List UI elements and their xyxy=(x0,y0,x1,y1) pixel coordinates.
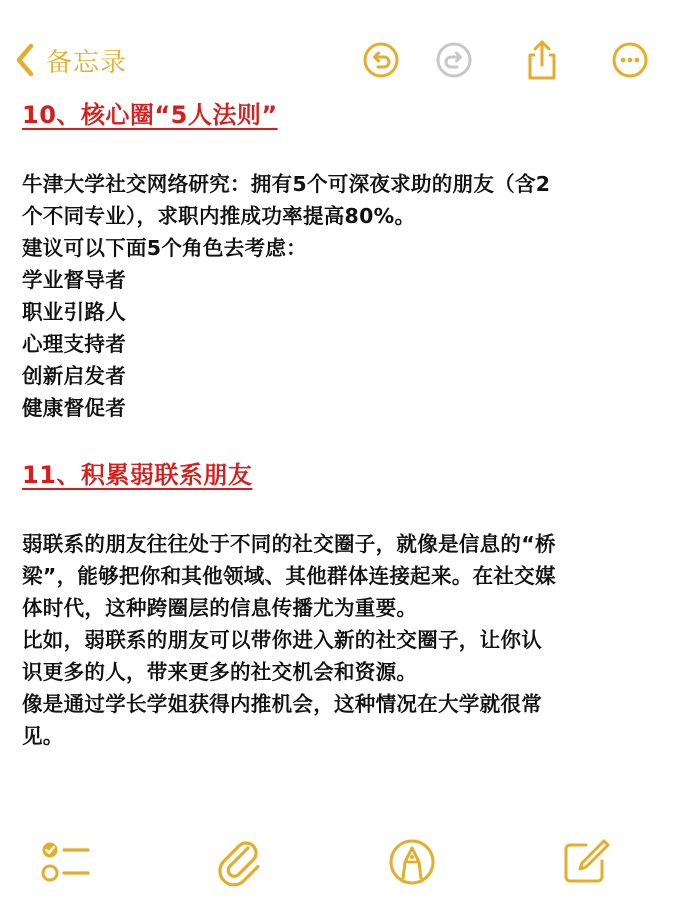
paragraph-line: 建议可以下面5个角色去考虑： xyxy=(22,236,307,260)
paperclip-icon xyxy=(214,836,266,888)
navigation-bar xyxy=(0,0,680,100)
redo-button[interactable] xyxy=(432,38,476,82)
paragraph-line: 比如，弱联系的朋友可以带你进入新的社交圈子，让你认 xyxy=(22,628,542,652)
undo-button[interactable] xyxy=(359,38,403,82)
role-item: 健康督促者 xyxy=(22,396,126,420)
bottom-toolbar xyxy=(0,826,680,896)
redo-icon xyxy=(434,40,474,80)
paragraph-line: 个不同专业），求职内推成功率提高80%。 xyxy=(22,204,416,228)
paragraph-line: 梁”，能够把你和其他领域、其他群体连接起来。在社交媒 xyxy=(22,564,556,588)
compose-icon xyxy=(560,836,612,888)
section-heading-11: 11、积累弱联系朋友 xyxy=(22,461,253,489)
section-heading-10: 10、核心圈“5人法则” xyxy=(22,101,278,129)
paragraph-line: 牛津大学社交网络研究：拥有5个可深夜求助的朋友（含2 xyxy=(22,172,551,196)
paragraph-line: 体时代，这种跨圈层的信息传播尤为重要。 xyxy=(22,596,418,620)
share-icon xyxy=(522,38,562,82)
paragraph-line: 像是通过学长学姐获得内推机会，这种情况在大学就很常 xyxy=(22,692,542,716)
paragraph-line: 见。 xyxy=(22,724,64,748)
back-button-label: 备忘录 xyxy=(46,47,128,78)
chevron-left-icon xyxy=(14,42,36,78)
back-button[interactable] xyxy=(14,38,127,82)
checklist-button[interactable] xyxy=(38,834,94,890)
undo-icon xyxy=(361,40,401,80)
paragraph-line: 识更多的人，带来更多的社交机会和资源。 xyxy=(22,660,418,684)
more-icon xyxy=(610,40,650,80)
note-body[interactable] xyxy=(22,96,662,752)
attachment-button[interactable] xyxy=(212,834,268,890)
pen-markup-icon xyxy=(386,836,438,888)
role-item: 学业督导者 xyxy=(22,268,126,292)
checklist-icon xyxy=(40,838,92,886)
role-item: 职业引路人 xyxy=(22,300,126,324)
role-item: 心理支持者 xyxy=(22,332,126,356)
compose-button[interactable] xyxy=(558,834,614,890)
markup-button[interactable] xyxy=(384,834,440,890)
paragraph-line: 弱联系的朋友往往处于不同的社交圈子，就像是信息的“桥 xyxy=(22,532,556,556)
role-item: 创新启发者 xyxy=(22,364,126,388)
more-button[interactable] xyxy=(608,38,652,82)
share-button[interactable] xyxy=(520,38,564,82)
